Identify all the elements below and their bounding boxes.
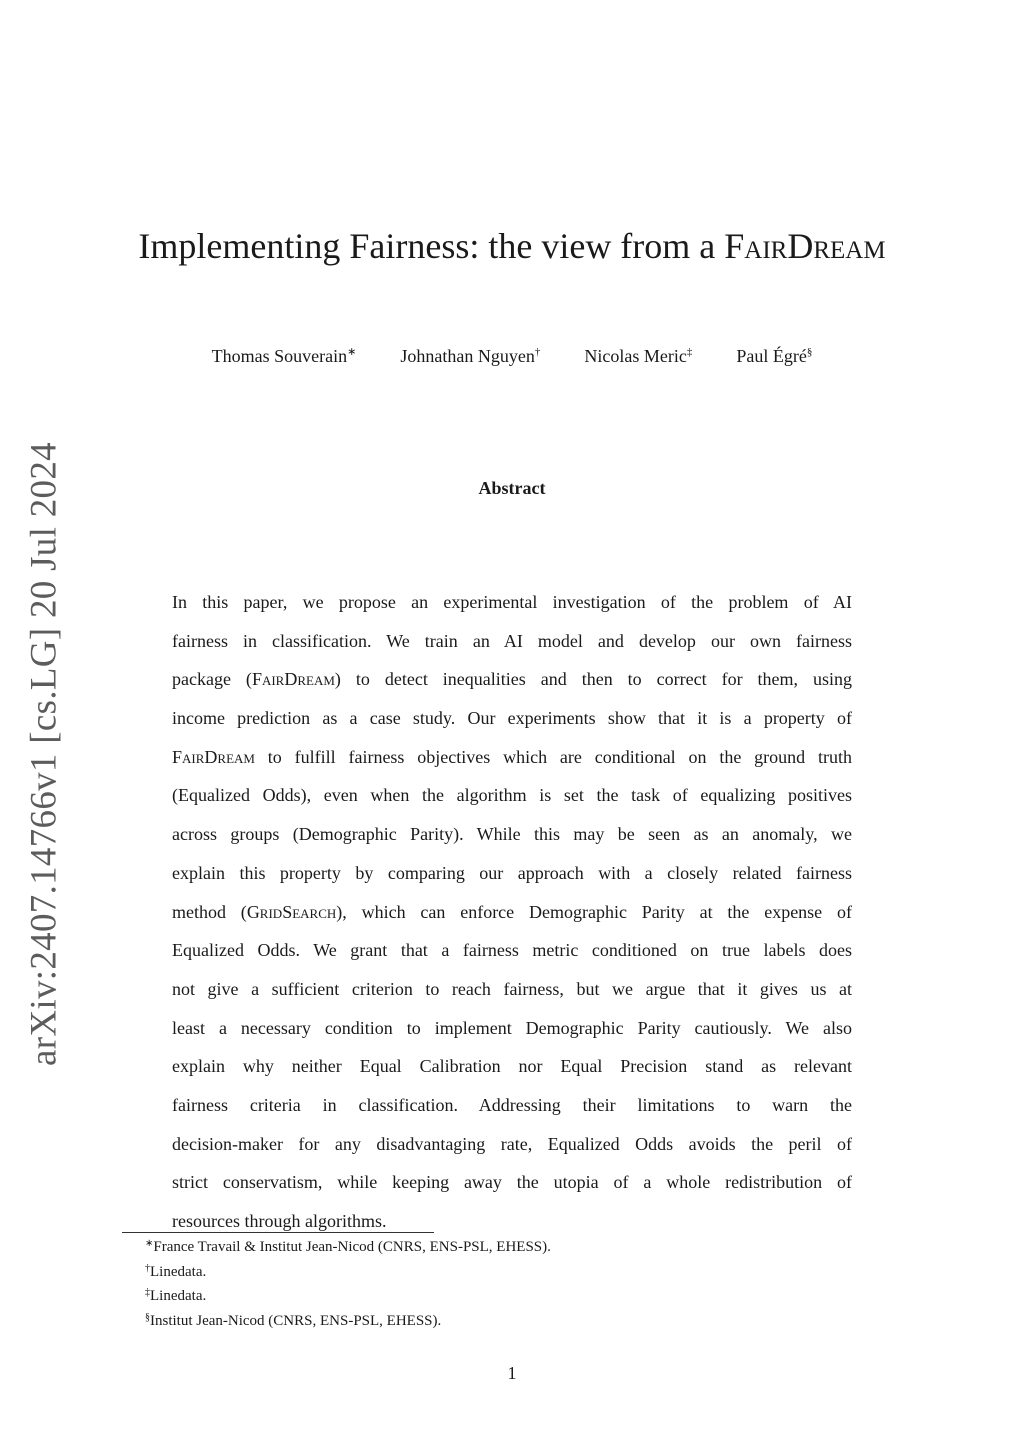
title-prefix: Implementing Fairness: the view from a xyxy=(138,226,725,266)
author-name: Thomas Souverain xyxy=(211,346,348,366)
footnote-mark: § xyxy=(145,1311,150,1323)
author-name: Nicolas Meric xyxy=(584,346,687,366)
abstract-fragment: method ( xyxy=(172,901,247,922)
abstract-line: decision-maker for any disadvantaging rate, Equalized Odds avoids the peril of xyxy=(172,1133,852,1154)
author-name: Johnathan Nguyen xyxy=(400,346,535,366)
page-number: 1 xyxy=(507,1363,517,1383)
abstract-fragment: package ( xyxy=(172,669,252,690)
author-footnote-mark: ‡ xyxy=(686,346,693,358)
footnote-mark: † xyxy=(145,1262,150,1274)
abstract-text xyxy=(172,583,852,1241)
author xyxy=(400,344,540,368)
author xyxy=(736,344,812,368)
title-system-name: FairDream xyxy=(724,226,886,266)
footnote-rule xyxy=(122,1232,434,1233)
author-footnote-mark: † xyxy=(534,346,541,358)
abstract-line: fairness in classification. We train an AI model and develop our own fairness xyxy=(172,630,852,651)
abstract-line xyxy=(172,738,852,777)
paper-title xyxy=(0,224,1024,268)
footnote-text: France Travail & Institut Jean-Nicod (CNRS, ENS-PSL, EHESS). xyxy=(153,1239,551,1255)
abstract-line: (Equalized Odds), even when the algorithm is set the task of equalizing positives xyxy=(172,785,852,806)
system-name: FairDream xyxy=(172,746,255,767)
abstract-line: In this paper, we propose an experimental investigation of the problem of AI xyxy=(172,592,852,612)
author-footnote-mark: § xyxy=(806,346,813,358)
footnote-mark: ‡ xyxy=(145,1287,150,1299)
footnotes xyxy=(145,1235,551,1333)
footnote xyxy=(145,1284,551,1309)
arxiv-identifier: arXiv:2407.14766v1 [cs.LG] 20 Jul 2024 xyxy=(23,442,65,1066)
abstract-fragment: to fulfill fairness objectives which are conditional on the ground truth xyxy=(254,746,852,767)
abstract-line: across groups (Demographic Parity). While this may be seen as an anomaly, we xyxy=(172,824,852,845)
footnote-text: Linedata. xyxy=(150,1288,207,1305)
author-list xyxy=(0,344,1024,368)
footnote-mark: ∗ xyxy=(145,1238,154,1249)
abstract-line: explain why neither Equal Calibration nor Equal Precision stand as relevant xyxy=(172,1056,852,1077)
author xyxy=(584,344,692,368)
author-footnote-mark: ∗ xyxy=(347,346,357,358)
system-name: FairDream xyxy=(251,669,335,690)
abstract-line: strict conservatism, while keeping away the utopia of a whole redistribution of xyxy=(172,1172,852,1193)
abstract-line: Equalized Odds. We grant that a fairness metric conditioned on true labels does xyxy=(172,940,852,961)
abstract-line: resources through algorithms. xyxy=(172,1211,387,1231)
footnote-text: Linedata. xyxy=(150,1263,207,1280)
footnote xyxy=(145,1260,551,1285)
abstract-line: least a necessary condition to implement Demographic Parity cautiously. We also xyxy=(172,1017,852,1038)
footnote xyxy=(145,1309,551,1334)
method-name: GridSearch xyxy=(246,901,337,922)
author-name: Paul Égré xyxy=(736,346,807,366)
abstract-line: not give a sufficient criterion to reach fairness, but we argue that it gives us at xyxy=(172,978,852,999)
abstract-line: income prediction as a case study. Our experiments show that it is a property of xyxy=(172,708,852,729)
footnote-text: Institut Jean-Nicod (CNRS, ENS-PSL, EHESS). xyxy=(150,1312,442,1329)
abstract-heading: Abstract xyxy=(478,478,546,498)
footnote xyxy=(145,1235,551,1260)
abstract-fragment: ) to detect inequalities and then to correct for them, using xyxy=(334,669,853,690)
author xyxy=(212,344,357,368)
abstract-line: fairness criteria in classification. Addressing their limitations to warn the xyxy=(172,1094,852,1115)
abstract-line xyxy=(172,893,852,932)
abstract-line: explain this property by comparing our approach with a closely related fairness xyxy=(172,862,852,883)
abstract-line xyxy=(172,660,852,699)
abstract-fragment: ), which can enforce Demographic Parity at the expense of xyxy=(336,901,852,922)
